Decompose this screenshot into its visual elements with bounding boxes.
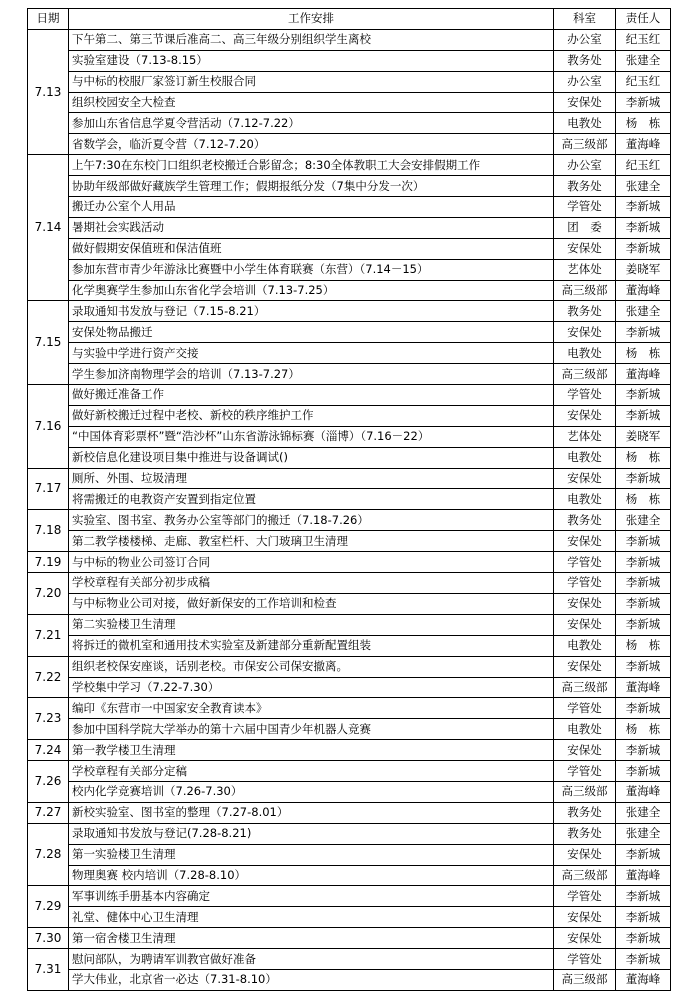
header-task: 工作安排 bbox=[69, 9, 554, 30]
dept-cell: 教务处 bbox=[554, 823, 616, 844]
table-row bbox=[28, 719, 671, 740]
table-row bbox=[28, 635, 671, 656]
table-row bbox=[28, 134, 671, 155]
dept-cell: 学管处 bbox=[554, 552, 616, 573]
person-cell: 张建全 bbox=[616, 823, 671, 844]
task-cell: 第二教学楼楼梯、走廊、教室栏杆、大门玻璃卫生清理 bbox=[69, 531, 554, 552]
person-cell: 李新城 bbox=[616, 322, 671, 343]
task-cell: 搬迁办公室个人用品 bbox=[69, 197, 554, 218]
task-cell: 上午7:30在东校门口组织老校搬迁合影留念；8:30全体教职工大会安排假期工作 bbox=[69, 155, 554, 176]
task-cell: 第一教学楼卫生清理 bbox=[69, 740, 554, 761]
dept-cell: 学管处 bbox=[554, 886, 616, 907]
table-row bbox=[28, 593, 671, 614]
table-row bbox=[28, 573, 671, 594]
header-person: 责任人 bbox=[616, 9, 671, 30]
table-row bbox=[28, 844, 671, 865]
task-cell: 学校章程有关部分初步成稿 bbox=[69, 573, 554, 594]
task-cell: 参加东营市青少年游泳比赛暨中小学生体育联赛（东营）（7.14－15） bbox=[69, 259, 554, 280]
table-row bbox=[28, 886, 671, 907]
dept-cell: 团 委 bbox=[554, 217, 616, 238]
dept-cell: 办公室 bbox=[554, 29, 616, 50]
date-cell: 7.15 bbox=[28, 301, 69, 385]
dept-cell: 电教处 bbox=[554, 113, 616, 134]
table-row bbox=[28, 614, 671, 635]
person-cell: 李新城 bbox=[616, 593, 671, 614]
dept-cell: 学管处 bbox=[554, 761, 616, 782]
person-cell: 李新城 bbox=[616, 217, 671, 238]
date-cell: 7.30 bbox=[28, 928, 69, 949]
dept-cell: 高三级部 bbox=[554, 364, 616, 385]
task-cell: 校内化学竞赛培训（7.26-7.30） bbox=[69, 781, 554, 802]
date-cell: 7.17 bbox=[28, 468, 69, 510]
table-row bbox=[28, 468, 671, 489]
schedule-table bbox=[27, 8, 671, 991]
task-cell: 第二实验楼卫生清理 bbox=[69, 614, 554, 635]
dept-cell: 安保处 bbox=[554, 844, 616, 865]
dept-cell: 安保处 bbox=[554, 656, 616, 677]
person-cell: 李新城 bbox=[616, 405, 671, 426]
task-cell: 将需搬迁的电教资产安置到指定位置 bbox=[69, 489, 554, 510]
dept-cell: 艺体处 bbox=[554, 259, 616, 280]
dept-cell: 高三级部 bbox=[554, 134, 616, 155]
date-cell: 7.14 bbox=[28, 155, 69, 301]
table-row bbox=[28, 385, 671, 406]
dept-cell: 高三级部 bbox=[554, 280, 616, 301]
task-cell: 省数学会，临沂夏令营（7.12-7.20） bbox=[69, 134, 554, 155]
dept-cell: 安保处 bbox=[554, 322, 616, 343]
task-cell: 实验室、图书室、教务办公室等部门的搬迁（7.18-7.26） bbox=[69, 510, 554, 531]
task-cell: 安保处物品搬迁 bbox=[69, 322, 554, 343]
date-cell: 7.19 bbox=[28, 552, 69, 573]
schedule-body bbox=[28, 29, 671, 990]
date-cell: 7.31 bbox=[28, 949, 69, 991]
table-row bbox=[28, 802, 671, 823]
dept-cell: 学管处 bbox=[554, 197, 616, 218]
dept-cell: 高三级部 bbox=[554, 677, 616, 698]
dept-cell: 办公室 bbox=[554, 71, 616, 92]
person-cell: 李新城 bbox=[616, 573, 671, 594]
person-cell: 姜晓军 bbox=[616, 259, 671, 280]
task-cell: 录取通知书发放与登记(7.28-8.21) bbox=[69, 823, 554, 844]
date-cell: 7.26 bbox=[28, 761, 69, 803]
task-cell: 参加山东省信息学夏令营活动（7.12-7.22） bbox=[69, 113, 554, 134]
person-cell: 李新城 bbox=[616, 949, 671, 970]
table-row bbox=[28, 50, 671, 71]
dept-cell: 教务处 bbox=[554, 176, 616, 197]
person-cell: 纪玉红 bbox=[616, 155, 671, 176]
table-row bbox=[28, 197, 671, 218]
dept-cell: 教务处 bbox=[554, 802, 616, 823]
date-cell: 7.13 bbox=[28, 29, 69, 154]
task-cell: 协助年级部做好藏族学生管理工作；假期报纸分发（7集中分发一次） bbox=[69, 176, 554, 197]
date-cell: 7.18 bbox=[28, 510, 69, 552]
date-cell: 7.28 bbox=[28, 823, 69, 886]
table-row bbox=[28, 29, 671, 50]
person-cell: 李新城 bbox=[616, 92, 671, 113]
task-cell: 学校集中学习（7.22-7.30） bbox=[69, 677, 554, 698]
table-row bbox=[28, 552, 671, 573]
dept-cell: 电教处 bbox=[554, 447, 616, 468]
dept-cell: 电教处 bbox=[554, 489, 616, 510]
table-row bbox=[28, 489, 671, 510]
task-cell: 编印《东营市一中国家安全教育读本》 bbox=[69, 698, 554, 719]
person-cell: 姜晓军 bbox=[616, 426, 671, 447]
person-cell: 李新城 bbox=[616, 886, 671, 907]
table-row bbox=[28, 364, 671, 385]
task-cell: 做好新校搬迁过程中老校、新校的秩序维护工作 bbox=[69, 405, 554, 426]
dept-cell: 办公室 bbox=[554, 155, 616, 176]
dept-cell: 学管处 bbox=[554, 385, 616, 406]
table-row bbox=[28, 823, 671, 844]
person-cell: 张建全 bbox=[616, 802, 671, 823]
task-cell: 新校实验室、图书室的整理（7.27-8.01） bbox=[69, 802, 554, 823]
table-row bbox=[28, 781, 671, 802]
dept-cell: 安保处 bbox=[554, 614, 616, 635]
table-row bbox=[28, 928, 671, 949]
table-row bbox=[28, 217, 671, 238]
date-cell: 7.27 bbox=[28, 802, 69, 823]
date-cell: 7.22 bbox=[28, 656, 69, 698]
table-row bbox=[28, 280, 671, 301]
dept-cell: 高三级部 bbox=[554, 781, 616, 802]
table-row bbox=[28, 698, 671, 719]
person-cell: 董海峰 bbox=[616, 865, 671, 886]
date-cell: 7.29 bbox=[28, 886, 69, 928]
table-row bbox=[28, 949, 671, 970]
person-cell: 李新城 bbox=[616, 614, 671, 635]
dept-cell: 安保处 bbox=[554, 531, 616, 552]
dept-cell: 教务处 bbox=[554, 301, 616, 322]
task-cell: 第一宿舍楼卫生清理 bbox=[69, 928, 554, 949]
task-cell: 与中标的校服厂家签订新生校服合同 bbox=[69, 71, 554, 92]
date-cell: 7.23 bbox=[28, 698, 69, 740]
person-cell: 杨 栋 bbox=[616, 719, 671, 740]
person-cell: 李新城 bbox=[616, 740, 671, 761]
table-row bbox=[28, 740, 671, 761]
table-row bbox=[28, 405, 671, 426]
task-cell: 将拆迁的微机室和通用技术实验室及新建部分重新配置组装 bbox=[69, 635, 554, 656]
person-cell: 李新城 bbox=[616, 698, 671, 719]
table-row bbox=[28, 238, 671, 259]
person-cell: 张建全 bbox=[616, 176, 671, 197]
task-cell: “中国体育彩票杯”暨“浩沙杯”山东省游泳锦标赛（淄博）（7.16－22） bbox=[69, 426, 554, 447]
task-cell: 做好假期安保值班和保洁值班 bbox=[69, 238, 554, 259]
dept-cell: 安保处 bbox=[554, 740, 616, 761]
person-cell: 张建全 bbox=[616, 510, 671, 531]
dept-cell: 学管处 bbox=[554, 698, 616, 719]
task-cell: 下午第二、第三节课后准高二、高三年级分别组织学生离校 bbox=[69, 29, 554, 50]
table-row bbox=[28, 71, 671, 92]
dept-cell: 安保处 bbox=[554, 907, 616, 928]
person-cell: 董海峰 bbox=[616, 364, 671, 385]
person-cell: 李新城 bbox=[616, 531, 671, 552]
task-cell: 与实验中学进行资产交接 bbox=[69, 343, 554, 364]
table-row bbox=[28, 426, 671, 447]
dept-cell: 高三级部 bbox=[554, 865, 616, 886]
dept-cell: 电教处 bbox=[554, 343, 616, 364]
task-cell: 录取通知书发放与登记（7.15-8.21） bbox=[69, 301, 554, 322]
table-row bbox=[28, 510, 671, 531]
person-cell: 董海峰 bbox=[616, 677, 671, 698]
dept-cell: 安保处 bbox=[554, 593, 616, 614]
table-row bbox=[28, 176, 671, 197]
task-cell: 学生参加济南物理学会的培训（7.13-7.27） bbox=[69, 364, 554, 385]
table-row bbox=[28, 322, 671, 343]
header-dept: 科室 bbox=[554, 9, 616, 30]
task-cell: 化学奥赛学生参加山东省化学会培训（7.13-7.25） bbox=[69, 280, 554, 301]
dept-cell: 电教处 bbox=[554, 635, 616, 656]
dept-cell: 电教处 bbox=[554, 719, 616, 740]
person-cell: 李新城 bbox=[616, 844, 671, 865]
dept-cell: 学管处 bbox=[554, 573, 616, 594]
task-cell: 与中标的物业公司签订合同 bbox=[69, 552, 554, 573]
dept-cell: 高三级部 bbox=[554, 969, 616, 990]
task-cell: 厕所、外围、垃圾清理 bbox=[69, 468, 554, 489]
person-cell: 杨 栋 bbox=[616, 343, 671, 364]
task-cell: 与中标物业公司对接，做好新保安的工作培训和检查 bbox=[69, 593, 554, 614]
task-cell: 物理奥赛 校内培训（7.28-8.10） bbox=[69, 865, 554, 886]
person-cell: 董海峰 bbox=[616, 134, 671, 155]
person-cell: 张建全 bbox=[616, 301, 671, 322]
person-cell: 李新城 bbox=[616, 928, 671, 949]
dept-cell: 安保处 bbox=[554, 92, 616, 113]
person-cell: 杨 栋 bbox=[616, 489, 671, 510]
dept-cell: 教务处 bbox=[554, 50, 616, 71]
dept-cell: 安保处 bbox=[554, 405, 616, 426]
person-cell: 张建全 bbox=[616, 50, 671, 71]
task-cell: 第一实验楼卫生清理 bbox=[69, 844, 554, 865]
person-cell: 纪玉红 bbox=[616, 29, 671, 50]
task-cell: 暑期社会实践活动 bbox=[69, 217, 554, 238]
table-row bbox=[28, 656, 671, 677]
task-cell: 实验室建设（7.13-8.15） bbox=[69, 50, 554, 71]
date-cell: 7.21 bbox=[28, 614, 69, 656]
person-cell: 杨 栋 bbox=[616, 635, 671, 656]
table-row bbox=[28, 447, 671, 468]
person-cell: 李新城 bbox=[616, 907, 671, 928]
header-date: 日期 bbox=[28, 9, 69, 30]
date-cell: 7.16 bbox=[28, 385, 69, 469]
table-row bbox=[28, 343, 671, 364]
task-cell: 学校章程有关部分定稿 bbox=[69, 761, 554, 782]
table-row bbox=[28, 155, 671, 176]
task-cell: 军事训练手册基本内容确定 bbox=[69, 886, 554, 907]
task-cell: 礼堂、健体中心卫生清理 bbox=[69, 907, 554, 928]
dept-cell: 安保处 bbox=[554, 928, 616, 949]
person-cell: 李新城 bbox=[616, 197, 671, 218]
dept-cell: 教务处 bbox=[554, 510, 616, 531]
person-cell: 李新城 bbox=[616, 238, 671, 259]
task-cell: 学大伟业，北京省一必达（7.31-8.10） bbox=[69, 969, 554, 990]
task-cell: 组织校园安全大检查 bbox=[69, 92, 554, 113]
date-cell: 7.20 bbox=[28, 573, 69, 615]
task-cell: 慰问部队，为聘请军训教官做好准备 bbox=[69, 949, 554, 970]
table-row bbox=[28, 92, 671, 113]
table-row bbox=[28, 531, 671, 552]
person-cell: 李新城 bbox=[616, 385, 671, 406]
person-cell: 纪玉红 bbox=[616, 71, 671, 92]
person-cell: 杨 栋 bbox=[616, 113, 671, 134]
person-cell: 董海峰 bbox=[616, 280, 671, 301]
header-row bbox=[28, 9, 671, 30]
dept-cell: 安保处 bbox=[554, 238, 616, 259]
person-cell: 董海峰 bbox=[616, 781, 671, 802]
person-cell: 董海峰 bbox=[616, 969, 671, 990]
table-row bbox=[28, 113, 671, 134]
task-cell: 做好搬迁准备工作 bbox=[69, 385, 554, 406]
person-cell: 李新城 bbox=[616, 761, 671, 782]
task-cell: 组织老校保安座谈，话别老校。市保安公司保安撤离。 bbox=[69, 656, 554, 677]
dept-cell: 艺体处 bbox=[554, 426, 616, 447]
table-row bbox=[28, 259, 671, 280]
dept-cell: 学管处 bbox=[554, 949, 616, 970]
date-cell: 7.24 bbox=[28, 740, 69, 761]
table-row bbox=[28, 677, 671, 698]
table-row bbox=[28, 865, 671, 886]
task-cell: 新校信息化建设项目集中推进与设备调试() bbox=[69, 447, 554, 468]
table-row bbox=[28, 907, 671, 928]
task-cell: 参加中国科学院大学举办的第十六届中国青少年机器人竞赛 bbox=[69, 719, 554, 740]
person-cell: 杨 栋 bbox=[616, 447, 671, 468]
person-cell: 李新城 bbox=[616, 468, 671, 489]
person-cell: 李新城 bbox=[616, 552, 671, 573]
table-row bbox=[28, 301, 671, 322]
table-row bbox=[28, 761, 671, 782]
person-cell: 李新城 bbox=[616, 656, 671, 677]
dept-cell: 安保处 bbox=[554, 468, 616, 489]
table-row bbox=[28, 969, 671, 990]
